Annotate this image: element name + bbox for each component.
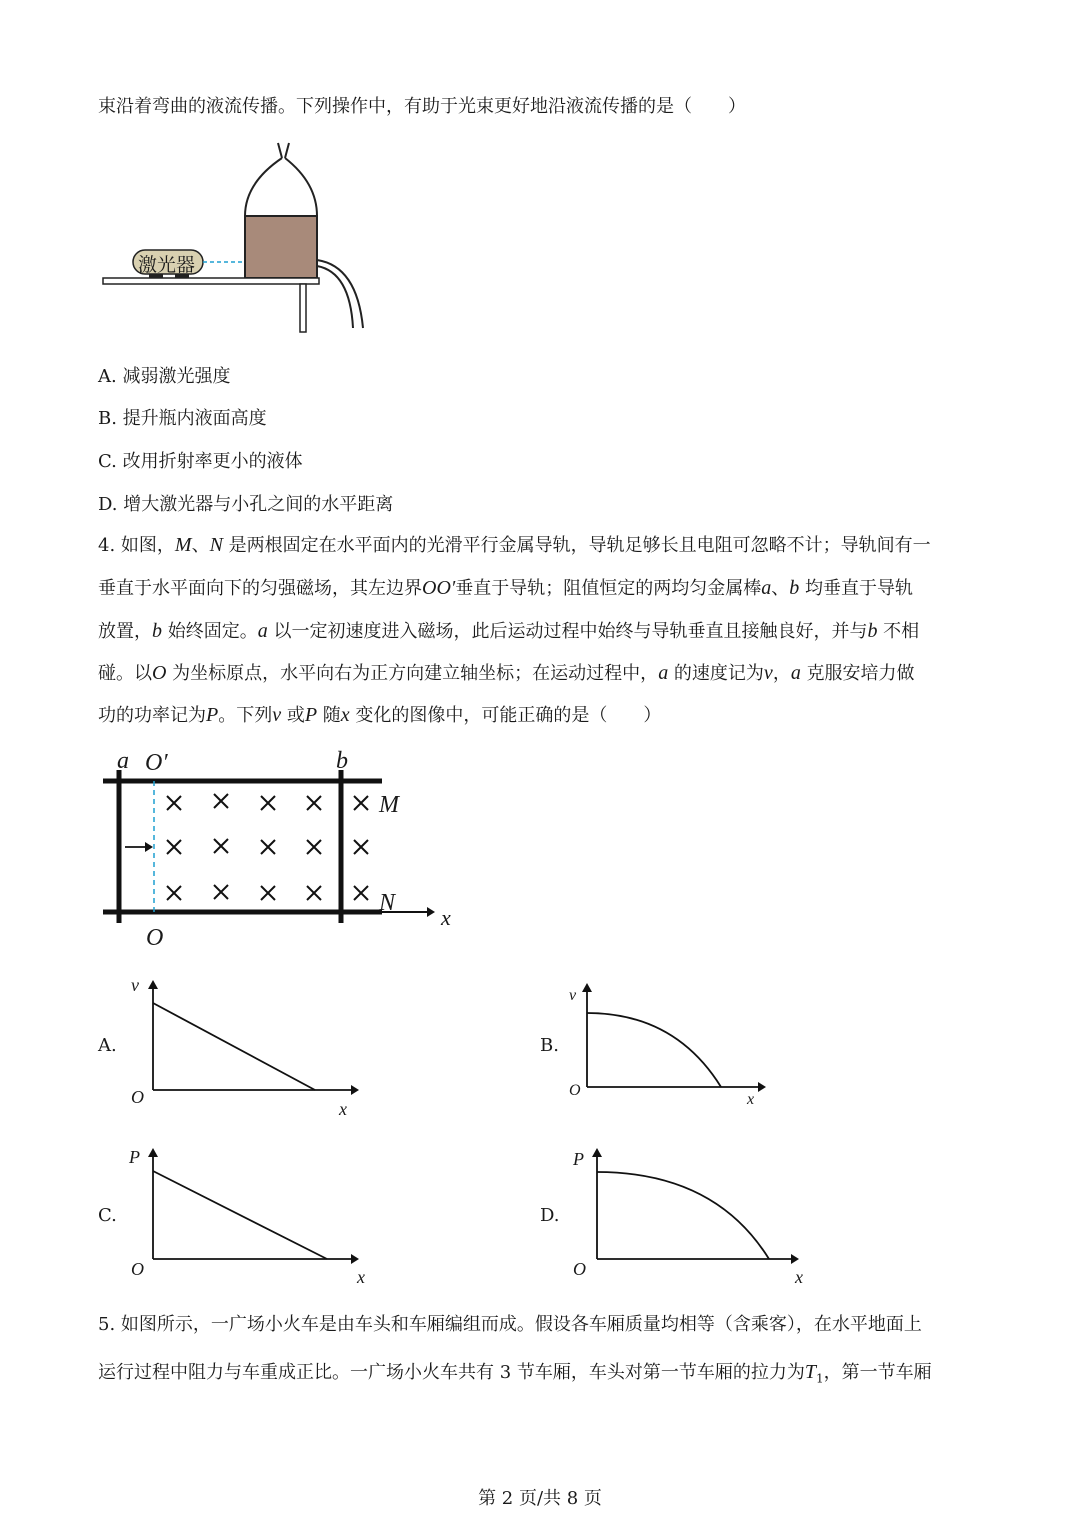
- graph-c: [125, 1143, 375, 1293]
- page-number-footer: 第 2 页/共 8 页: [478, 1488, 602, 1509]
- svg-text:O: O: [131, 1087, 144, 1107]
- q4-line-1: 4. 如图，M、N 是两根固定在水平面内的光滑平行金属导轨，导轨足够长且电阻可忽略不计；导轨间有一: [98, 534, 931, 556]
- x-axis-label: x: [441, 905, 451, 930]
- q4-line-5: 功的功率记为P。下列v 或P 随x 变化的图像中，可能正确的是（ ）: [98, 704, 662, 726]
- q3-option-a[interactable]: A. 减弱激光强度: [98, 366, 231, 387]
- rail-m-label: M: [379, 792, 399, 818]
- svg-text:x: x: [357, 1267, 365, 1287]
- graph-a: [125, 975, 365, 1125]
- q3-option-d[interactable]: D. 增大激光器与小孔之间的水平距离: [98, 494, 394, 515]
- svg-text:P: P: [573, 1149, 584, 1169]
- rod-b-label: b: [336, 748, 348, 774]
- svg-text:O: O: [569, 1082, 581, 1099]
- q4-line-3: 放置，b 始终固定。a 以一定初速度进入磁场，此后运动过程中始终与导轨垂直且接触良好，并与b 不相: [98, 620, 920, 642]
- q3-option-c[interactable]: C. 改用折射率更小的液体: [98, 451, 303, 472]
- q4-rail-figure: [95, 740, 475, 955]
- q4-line-4: 碰。以O 为坐标原点，水平向右为正方向建立轴坐标；在运动过程中，a 的速度记为v，a 克服安培力做: [98, 662, 915, 684]
- svg-text:v: v: [131, 975, 139, 995]
- q4-line-2: 垂直于水平面向下的匀强磁场，其左边界OO′垂直于导轨；阻值恒定的两均匀金属棒a、b 均垂直于导轨: [98, 577, 913, 599]
- svg-text:P: P: [129, 1147, 140, 1167]
- svg-text:O: O: [131, 1259, 144, 1279]
- boundary-o-prime-label: O′: [145, 750, 168, 776]
- rail-n-label: N: [379, 890, 396, 916]
- graph-b: [565, 980, 775, 1110]
- origin-o-label: O: [146, 925, 164, 951]
- svg-text:O: O: [573, 1259, 586, 1279]
- svg-text:v: v: [569, 987, 577, 1004]
- svg-text:x: x: [795, 1267, 803, 1287]
- q3-option-b[interactable]: B. 提升瓶内液面高度: [98, 408, 267, 429]
- q3-stem: 束沿着弯曲的液流传播。下列操作中，有助于光束更好地沿液流传播的是（ ）: [98, 96, 746, 117]
- q3-laser-figure: [95, 138, 395, 338]
- graph-c-letter[interactable]: C.: [98, 1205, 117, 1226]
- laser-label: 激光器: [138, 254, 196, 276]
- graph-a-letter[interactable]: A.: [98, 1035, 117, 1056]
- q5-line-1: 5. 如图所示，一广场小火车是由车头和车厢编组而成。假设各车厢质量均相等（含乘客），在水平地面上: [98, 1314, 922, 1335]
- q5-line-2: 运行过程中阻力与车重成正比。一广场小火车共有 3 节车厢，车头对第一节车厢的拉力为$T_1$，第一节车厢: [98, 1361, 932, 1386]
- rod-a-label: a: [117, 748, 129, 774]
- svg-text:x: x: [747, 1091, 755, 1108]
- graph-d-letter[interactable]: D.: [540, 1205, 560, 1226]
- graph-d: [565, 1143, 815, 1293]
- svg-text:x: x: [339, 1099, 347, 1119]
- graph-b-letter[interactable]: B.: [540, 1035, 559, 1056]
